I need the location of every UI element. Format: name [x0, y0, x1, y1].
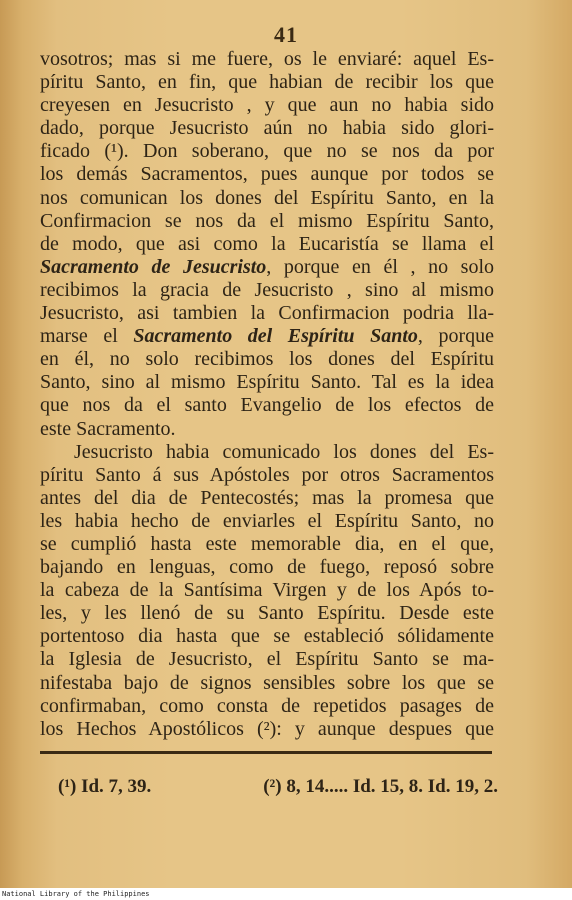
text-line: nifestaba bajo de signos sensibles sobre los que se [40, 671, 494, 694]
text-line: dado, porque Jesucristo aún no habia sido glori- [40, 117, 494, 140]
text-segment: , porque [417, 325, 494, 348]
italic-phrase: Sacramento del Espíritu Santo [133, 325, 418, 348]
text-line: se cumplió hasta este memorable dia, en el que, [40, 532, 494, 555]
text-line: de modo, que asi como la Eucaristía se llama el [40, 232, 494, 255]
text-line: los demás Sacramentos, pues aunque por todos se [40, 163, 494, 186]
text-line: la Iglesia de Jesucristo, el Espíritu Santo se ma- [40, 648, 494, 671]
text-line: confirmaban, como consta de repetidos pasages de [40, 694, 494, 717]
text-segment: , porque en él , no solo [266, 255, 494, 278]
text-line: Jesucristo habia comunicado los dones del Es- [74, 440, 494, 463]
text-line: Jesucristo, asi tambien la Confirmacion podria lla- [40, 302, 494, 325]
text-line: bajando en lenguas, como de fuego, reposó sobre [40, 556, 494, 579]
italic-phrase: Sacramento de Jesucristo [40, 255, 267, 278]
text-line: los Hechos Apostólicos (²): y aunque despues que [40, 717, 494, 740]
text-line: Santo, sino al mismo Espíritu Santo. Tal es la idea [40, 371, 494, 394]
text-line: recibimos la gracia de Jesucristo , sino al mismo [40, 278, 494, 301]
text-line: antes del dia de Pentecostés; mas la promesa que [40, 486, 494, 509]
text-line: creyesen en Jesucristo , y que aun no habia sido [40, 94, 494, 117]
page-number: 41 [274, 22, 298, 47]
text-line: nos comunican los dones del Espíritu Santo, en la [40, 186, 494, 209]
text-line: ficado (¹). Don soberano, que no se nos da por [40, 140, 494, 163]
footnotes [58, 776, 498, 798]
text-line: portentoso dia hasta que se estableció sólidamente [40, 625, 494, 648]
text-line: Confirmacion se nos da el mismo Espíritu Santo, [40, 209, 494, 232]
text-line [40, 325, 494, 348]
text-line: píritu Santo, en fin, que habian de recibir los que [40, 71, 494, 94]
footnote-1: (¹) Id. 7, 39. [58, 776, 152, 797]
text-line: que nos da el santo Evangelio de los efectos de [40, 394, 494, 417]
body-text [40, 48, 494, 741]
text-line: en él, no solo recibimos los dones del Espíritu [40, 348, 494, 371]
text-line: les habia hecho de enviarles el Espíritu Santo, no [40, 509, 494, 532]
text-line: este Sacramento. [40, 417, 176, 440]
text-line: la cabeza de la Santísima Virgen y de los Após to- [40, 579, 494, 602]
text-line: píritu Santo á sus Apóstoles por otros Sacramentos [40, 463, 494, 486]
library-credit: National Library of the Philippines [2, 890, 150, 898]
text-line: vosotros; mas si me fuere, os le enviaré: aquel Es- [40, 48, 494, 70]
text-line: les, y les llenó de su Santo Espíritu. Desde este [40, 602, 494, 625]
text-line [40, 256, 494, 279]
footnote-2: (²) 8, 14..... Id. 15, 8. Id. 19, 2. [263, 776, 498, 797]
text-segment: marse el [40, 325, 134, 348]
footnote-rule [40, 751, 492, 754]
